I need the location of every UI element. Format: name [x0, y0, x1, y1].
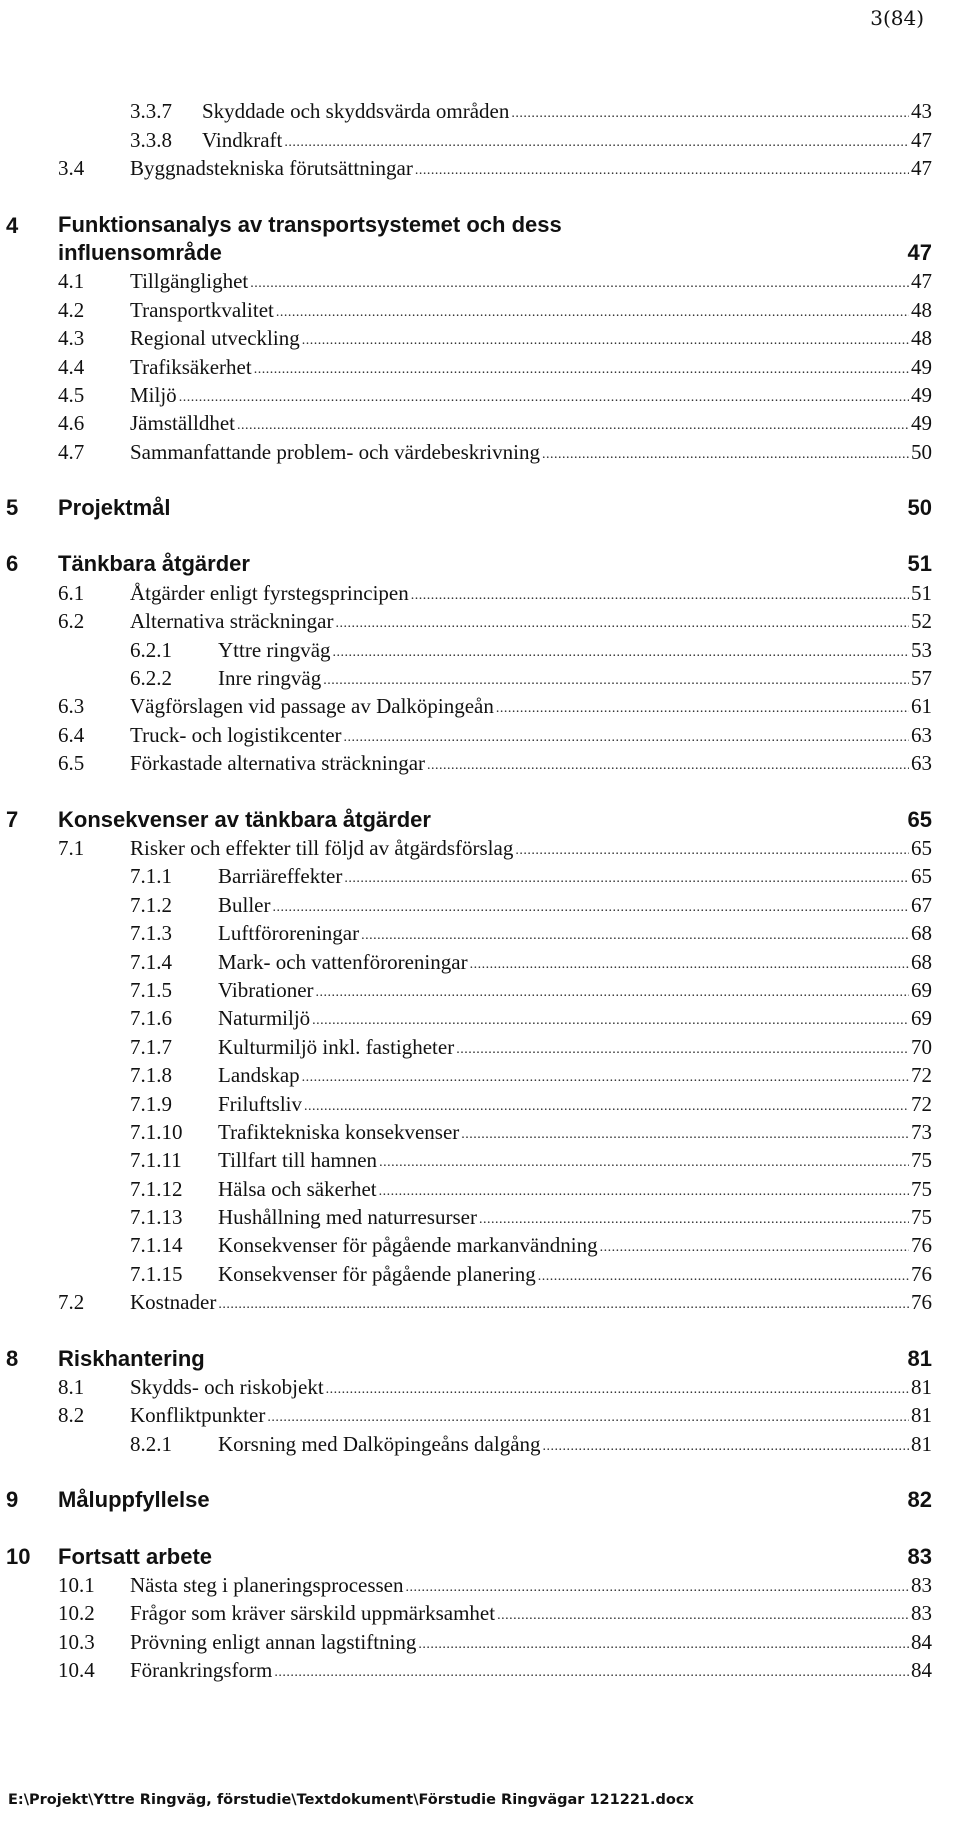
toc-entry-page: 69	[911, 1006, 932, 1031]
toc-entry-title: Tillgänglighet	[130, 269, 249, 294]
chapter-page: 81	[907, 1345, 932, 1371]
page-number: 3(84)	[870, 6, 924, 30]
toc-entry[interactable]	[6, 96, 932, 124]
toc-entry-title: Vibrationer	[218, 977, 314, 1002]
toc-chapter-8[interactable]	[6, 1343, 932, 1371]
dot-leader	[302, 1071, 909, 1088]
toc-entry-page: 51	[911, 580, 932, 605]
toc-entry[interactable]	[6, 748, 932, 776]
dot-leader	[333, 646, 909, 663]
chapter-title: Måluppfyllelse	[58, 1487, 210, 1513]
toc-entry[interactable]	[6, 1117, 932, 1145]
dot-leader	[418, 1638, 909, 1655]
dot-leader	[427, 759, 909, 776]
toc-entry-page: 61	[911, 694, 932, 719]
toc-entry[interactable]	[6, 1230, 932, 1258]
toc-entry-title: Jämställdhet	[130, 411, 235, 436]
toc-entry-number: 6.3	[58, 694, 85, 719]
toc-entry-title: Alternativa sträckningar	[130, 609, 334, 634]
dot-leader	[326, 1383, 909, 1400]
dot-leader	[344, 731, 909, 748]
toc-entry-number: 7.1.9	[130, 1091, 172, 1116]
toc-entry-page: 81	[911, 1431, 932, 1456]
toc-entry[interactable]	[6, 1372, 932, 1400]
dot-leader	[267, 1411, 909, 1428]
toc-entry-title: Konsekvenser för pågående planering	[218, 1261, 536, 1286]
toc-entry-number: 4.6	[58, 411, 85, 436]
toc-entry[interactable]	[6, 408, 932, 436]
chapter-number: 5	[6, 495, 19, 521]
toc-entry-title: Yttre ringväg	[218, 637, 331, 662]
toc-entry-number: 8.1	[58, 1375, 85, 1400]
toc-entry[interactable]	[6, 577, 932, 605]
toc-entry-page: 81	[911, 1403, 932, 1428]
dot-leader	[497, 1609, 909, 1626]
toc-entry[interactable]	[6, 1258, 932, 1286]
table-of-contents	[6, 96, 932, 1683]
dot-leader	[273, 901, 910, 918]
toc-entry[interactable]	[6, 1287, 932, 1315]
dot-leader	[542, 448, 909, 465]
toc-entry-page: 75	[911, 1205, 932, 1230]
toc-entry-number: 6.2	[58, 609, 85, 634]
toc-entry-number: 7.1.4	[130, 949, 172, 974]
toc-entry-title: Skydds- och riskobjekt	[130, 1375, 324, 1400]
toc-entry-title: Vindkraft	[202, 127, 283, 152]
toc-entry-number: 7.1.7	[130, 1034, 172, 1059]
dot-leader	[218, 1298, 909, 1315]
toc-entry-title: Buller	[218, 892, 271, 917]
chapter-page: 50	[907, 495, 932, 521]
toc-entry-number: 7.1.1	[130, 864, 172, 889]
toc-chapter-5[interactable]	[6, 493, 932, 521]
toc-entry[interactable]	[6, 663, 932, 691]
chapter-number: 9	[6, 1487, 19, 1513]
toc-entry[interactable]	[6, 889, 932, 917]
toc-entry-title: Risker och effekter till följd av åtgärdsförslag	[130, 835, 514, 860]
toc-chapter-7[interactable]	[6, 804, 932, 832]
dot-leader	[600, 1241, 909, 1258]
toc-entry-number: 7.1.2	[130, 892, 172, 917]
toc-entry-page: 63	[911, 722, 932, 747]
dot-leader	[496, 702, 909, 719]
toc-entry[interactable]	[6, 1202, 932, 1230]
toc-entry[interactable]	[6, 1173, 932, 1201]
toc-entry-title: Nästa steg i planeringsprocessen	[130, 1572, 404, 1597]
toc-entry-title: Luftföroreningar	[218, 921, 360, 946]
toc-entry-title: Friluftsliv	[218, 1091, 303, 1116]
chapter-title: Konsekvenser av tänkbara åtgärder	[58, 806, 431, 832]
toc-entry[interactable]	[6, 975, 932, 1003]
dot-leader	[515, 844, 909, 861]
toc-entry[interactable]	[6, 266, 932, 294]
toc-entry-title: Prövning enligt annan lagstiftning	[130, 1629, 417, 1654]
toc-entry[interactable]	[6, 606, 932, 634]
toc-entry-page: 81	[911, 1375, 932, 1400]
toc-entry-page: 76	[911, 1290, 932, 1315]
toc-entry[interactable]	[6, 153, 932, 181]
toc-entry-title: Åtgärder enligt fyrstegsprincipen	[130, 580, 409, 605]
toc-entry[interactable]	[6, 634, 932, 662]
toc-entry-number: 3.3.8	[130, 127, 172, 152]
toc-entry-number: 7.1.12	[130, 1176, 183, 1201]
chapter-title: Funktionsanalys av transportsystemet och dess	[58, 211, 562, 237]
toc-entry-number: 4.4	[58, 354, 85, 379]
toc-entry-title: Landskap	[218, 1063, 300, 1088]
dot-leader	[302, 334, 909, 351]
toc-entry[interactable]	[6, 1655, 932, 1683]
toc-entry-title: Inre ringväg	[218, 666, 322, 691]
toc-entry-page: 43	[911, 99, 932, 124]
chapter-page: 82	[907, 1487, 932, 1513]
toc-entry[interactable]	[6, 1031, 932, 1059]
footer-file-path: E:\Projekt\Yttre Ringväg, förstudie\Textdokument\Förstudie Ringvägar 121221.docx	[8, 1792, 694, 1808]
toc-entry-number: 7.2	[58, 1290, 85, 1315]
toc-chapter-9[interactable]	[6, 1485, 932, 1513]
chapter-page: 47	[907, 239, 932, 265]
toc-entry[interactable]	[6, 691, 932, 719]
chapter-number: 6	[6, 551, 19, 577]
toc-entry[interactable]	[6, 1598, 932, 1626]
toc-entry[interactable]	[6, 436, 932, 464]
toc-entry-number: 10.4	[58, 1658, 95, 1683]
dot-leader	[461, 1128, 909, 1145]
toc-entry-number: 7.1.6	[130, 1006, 172, 1031]
toc-entry-number: 3.3.7	[130, 99, 172, 124]
toc-entry[interactable]	[6, 1570, 932, 1598]
toc-entry-title: Tillfart till hamnen	[218, 1148, 378, 1173]
toc-entry-number: 8.2	[58, 1403, 85, 1428]
toc-entry-title: Hälsa och säkerhet	[218, 1176, 377, 1201]
toc-entry-page: 68	[911, 949, 932, 974]
toc-entry-number: 4.1	[58, 269, 85, 294]
dot-leader	[379, 1185, 909, 1202]
chapter-number: 7	[6, 806, 19, 832]
toc-entry-title: Sammanfattande problem- och värdebeskrivning	[130, 439, 540, 464]
dot-leader	[179, 391, 909, 408]
toc-entry[interactable]	[6, 294, 932, 322]
toc-entry[interactable]	[6, 1626, 932, 1654]
toc-entry-title: Byggnadstekniska förutsättningar	[130, 156, 413, 181]
toc-entry-page: 75	[911, 1176, 932, 1201]
toc-entry[interactable]	[6, 719, 932, 747]
toc-entry-page: 49	[911, 411, 932, 436]
toc-entry-title: Hushållning med naturresurser	[218, 1205, 477, 1230]
toc-entry[interactable]	[6, 1060, 932, 1088]
toc-entry-number: 8.2.1	[130, 1431, 172, 1456]
dot-leader	[237, 419, 909, 436]
toc-entry[interactable]	[6, 124, 932, 152]
toc-entry[interactable]	[6, 946, 932, 974]
toc-entry-page: 73	[911, 1119, 932, 1144]
dot-leader	[543, 1440, 909, 1457]
toc-entry-number: 7.1.15	[130, 1261, 183, 1286]
toc-entry-page: 70	[911, 1034, 932, 1059]
dot-leader	[304, 1100, 909, 1117]
dot-leader	[323, 674, 909, 691]
toc-entry-title: Korsning med Dalköpingeåns dalgång	[218, 1431, 541, 1456]
toc-entry-title: Konfliktpunkter	[130, 1403, 266, 1428]
toc-entry-page: 63	[911, 751, 932, 776]
toc-entry-page: 69	[911, 977, 932, 1002]
dot-leader	[361, 929, 909, 946]
toc-entry-page: 48	[911, 297, 932, 322]
toc-entry-number: 4.7	[58, 439, 85, 464]
toc-entry-title: Förankringsform	[130, 1658, 273, 1683]
toc-entry-title: Kulturmiljö inkl. fastigheter	[218, 1034, 455, 1059]
toc-entry-title: Konsekvenser för pågående markanvändning	[218, 1233, 598, 1258]
toc-entry-page: 76	[911, 1261, 932, 1286]
dot-leader	[316, 986, 909, 1003]
dot-leader	[284, 136, 909, 153]
toc-entry-page: 68	[911, 921, 932, 946]
toc-entry-number: 10.2	[58, 1601, 95, 1626]
chapter-number: 10	[6, 1543, 31, 1569]
toc-entry-page: 75	[911, 1148, 932, 1173]
toc-entry-title: Trafiktekniska konsekvenser	[218, 1119, 460, 1144]
toc-entry-page: 50	[911, 439, 932, 464]
toc-entry-number: 4.3	[58, 326, 85, 351]
toc-entry-page: 83	[911, 1572, 932, 1597]
dot-leader	[274, 1666, 909, 1683]
toc-entry-number: 10.3	[58, 1629, 95, 1654]
toc-entry[interactable]	[6, 1088, 932, 1116]
toc-entry[interactable]	[6, 1428, 932, 1456]
toc-entry-page: 48	[911, 326, 932, 351]
toc-entry-page: 65	[911, 835, 932, 860]
dot-leader	[276, 306, 909, 323]
toc-entry-number: 10.1	[58, 1572, 95, 1597]
toc-chapter-6[interactable]	[6, 549, 932, 577]
dot-leader	[379, 1156, 909, 1173]
toc-entry-title: Truck- och logistikcenter	[130, 722, 342, 747]
toc-entry-page: 52	[911, 609, 932, 634]
toc-entry[interactable]	[6, 323, 932, 351]
toc-entry-number: 6.5	[58, 751, 85, 776]
toc-entry-title: Vägförslagen vid passage av Dalköpingeån	[130, 694, 494, 719]
toc-entry-number: 7.1.11	[130, 1148, 182, 1173]
toc-entry-page: 53	[911, 637, 932, 662]
dot-leader	[411, 589, 909, 606]
chapter-title-cont: influensområde	[58, 239, 222, 265]
chapter-title: Tänkbara åtgärder	[58, 551, 250, 577]
toc-entry-page: 83	[911, 1601, 932, 1626]
toc-entry-number: 6.1	[58, 580, 85, 605]
toc-entry-page: 72	[911, 1091, 932, 1116]
dot-leader	[336, 617, 910, 634]
dot-leader	[406, 1581, 909, 1598]
toc-entry-page: 84	[911, 1629, 932, 1654]
toc-entry-page: 57	[911, 666, 932, 691]
toc-entry-number: 3.4	[58, 156, 85, 181]
toc-entry-page: 67	[911, 892, 932, 917]
toc-entry-number: 7.1.10	[130, 1119, 183, 1144]
toc-entry-title: Kostnader	[130, 1290, 217, 1315]
toc-entry-page: 47	[911, 269, 932, 294]
toc-chapter-4[interactable]	[6, 209, 932, 266]
toc-entry[interactable]	[6, 380, 932, 408]
chapter-title: Riskhantering	[58, 1345, 205, 1371]
toc-entry-number: 7.1.8	[130, 1063, 172, 1088]
toc-entry-title: Frågor som kräver särskild uppmärksamhet	[130, 1601, 496, 1626]
dot-leader	[312, 1014, 909, 1031]
dot-leader	[538, 1270, 909, 1287]
toc-entry[interactable]	[6, 1003, 932, 1031]
dot-leader	[415, 164, 909, 181]
toc-entry[interactable]	[6, 861, 932, 889]
toc-entry-page: 84	[911, 1658, 932, 1683]
chapter-page: 51	[907, 551, 932, 577]
toc-entry-number: 7.1.3	[130, 921, 172, 946]
toc-entry-page: 76	[911, 1233, 932, 1258]
toc-entry-title: Naturmiljö	[218, 1006, 311, 1031]
dot-leader	[479, 1213, 909, 1230]
toc-entry-number: 7.1.14	[130, 1233, 183, 1258]
toc-entry-number: 7.1.5	[130, 977, 172, 1002]
toc-entry-number: 6.2.2	[130, 666, 172, 691]
toc-entry-title: Barriäreffekter	[218, 864, 343, 889]
toc-entry[interactable]	[6, 1400, 932, 1428]
toc-entry-number: 6.2.1	[130, 637, 172, 662]
toc-entry-number: 7.1.13	[130, 1205, 183, 1230]
toc-entry[interactable]	[6, 351, 932, 379]
chapter-title: Projektmål	[58, 495, 171, 521]
chapter-number: 8	[6, 1345, 19, 1371]
toc-chapter-10[interactable]	[6, 1541, 932, 1569]
toc-entry-page: 49	[911, 354, 932, 379]
toc-entry[interactable]	[6, 1145, 932, 1173]
dot-leader	[456, 1043, 909, 1060]
toc-entry[interactable]	[6, 918, 932, 946]
toc-entry-number: 4.2	[58, 297, 85, 322]
chapter-number: 4	[6, 213, 19, 239]
toc-entry-title: Mark- och vattenföroreningar	[218, 949, 468, 974]
toc-entry-title: Transportkvalitet	[130, 297, 274, 322]
toc-entry[interactable]	[6, 833, 932, 861]
toc-entry-title: Miljö	[130, 382, 177, 407]
dot-leader	[254, 363, 909, 380]
chapter-page: 83	[907, 1543, 932, 1569]
toc-entry-page: 72	[911, 1063, 932, 1088]
toc-entry-title: Trafiksäkerhet	[130, 354, 252, 379]
toc-entry-title: Förkastade alternativa sträckningar	[130, 751, 426, 776]
toc-entry-number: 7.1	[58, 835, 85, 860]
dot-leader	[470, 958, 909, 975]
toc-entry-page: 47	[911, 127, 932, 152]
dot-leader	[250, 277, 909, 294]
dot-leader	[344, 872, 909, 889]
chapter-title: Fortsatt arbete	[58, 1543, 213, 1569]
toc-entry-title: Skyddade och skyddsvärda områden	[202, 99, 510, 124]
toc-entry-page: 65	[911, 864, 932, 889]
dot-leader	[511, 107, 909, 124]
toc-entry-number: 4.5	[58, 382, 85, 407]
toc-entry-page: 49	[911, 382, 932, 407]
toc-entry-page: 47	[911, 156, 932, 181]
toc-entry-number: 6.4	[58, 722, 85, 747]
chapter-page: 65	[907, 806, 932, 832]
toc-entry-title: Regional utveckling	[130, 326, 300, 351]
